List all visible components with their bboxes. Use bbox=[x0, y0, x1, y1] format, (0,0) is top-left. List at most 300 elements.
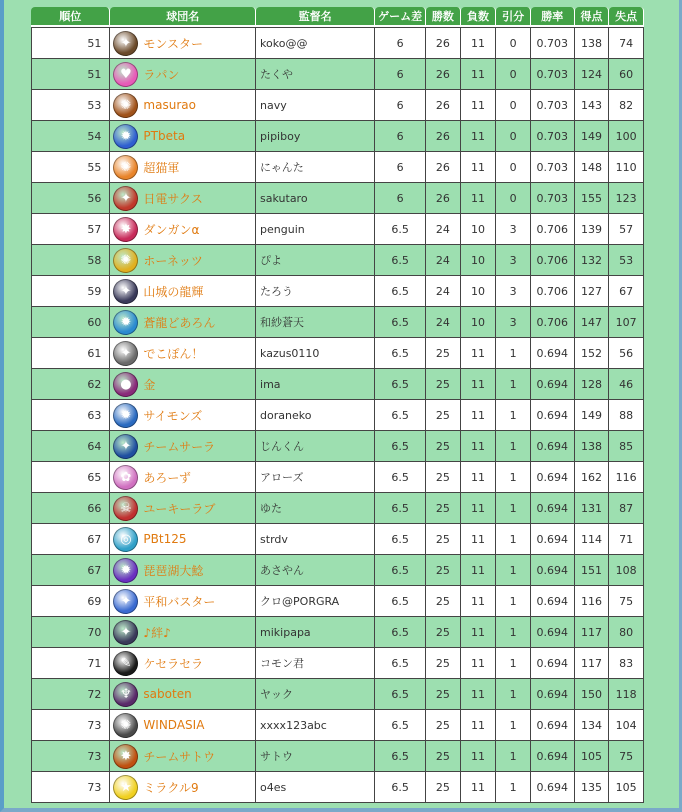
draws-cell: 1 bbox=[496, 679, 531, 710]
wins-cell: 25 bbox=[426, 772, 461, 803]
draws-cell: 3 bbox=[496, 276, 531, 307]
header-draws[interactable]: 引分 bbox=[496, 7, 531, 27]
rank-cell: 61 bbox=[31, 338, 110, 369]
win-pct-cell: 0.694 bbox=[531, 741, 575, 772]
win-pct-cell: 0.694 bbox=[531, 338, 575, 369]
rabbit-emblem-glyph-icon: ♥ bbox=[120, 66, 132, 82]
games-behind-cell: 6.5 bbox=[375, 679, 426, 710]
rank-cell: 51 bbox=[31, 59, 110, 90]
team-name-link[interactable]: ミラクル9 bbox=[143, 780, 199, 795]
team-cell bbox=[110, 524, 256, 555]
runs-scored-cell: 143 bbox=[575, 90, 610, 121]
runs-allowed-cell: 88 bbox=[609, 400, 644, 431]
runs-allowed-cell: 74 bbox=[609, 27, 644, 59]
wins-cell: 25 bbox=[426, 524, 461, 555]
games-behind-cell: 6 bbox=[375, 121, 426, 152]
header-rank[interactable]: 順位 bbox=[31, 7, 110, 27]
runs-scored-cell: 152 bbox=[575, 338, 610, 369]
win-pct-cell: 0.694 bbox=[531, 555, 575, 586]
bond-emblem-glyph-icon: ✦ bbox=[120, 624, 132, 640]
team-name-link[interactable]: ケセラセラ bbox=[143, 656, 204, 671]
cyan-ring-emblem-icon bbox=[113, 527, 138, 552]
losses-cell: 11 bbox=[461, 431, 497, 462]
draws-cell: 1 bbox=[496, 555, 531, 586]
runs-scored-cell: 132 bbox=[575, 245, 610, 276]
runs-scored-cell: 135 bbox=[575, 772, 610, 803]
table-row bbox=[31, 431, 644, 462]
team-name-link[interactable]: ユーキーラブ bbox=[143, 501, 216, 516]
manager-cell: アローズ bbox=[256, 462, 375, 493]
table-row bbox=[31, 462, 644, 493]
table-row bbox=[31, 772, 644, 803]
losses-cell: 10 bbox=[461, 276, 497, 307]
rank-cell: 63 bbox=[31, 400, 110, 431]
rank-cell: 72 bbox=[31, 679, 110, 710]
losses-cell: 11 bbox=[461, 121, 497, 152]
games-behind-cell: 6.5 bbox=[375, 586, 426, 617]
rank-cell: 71 bbox=[31, 648, 110, 679]
table-row bbox=[31, 617, 644, 648]
manager-cell: ヤック bbox=[256, 679, 375, 710]
games-behind-cell: 6.5 bbox=[375, 276, 426, 307]
table-row bbox=[31, 338, 644, 369]
dragon-emblem-glyph-icon: ✦ bbox=[120, 283, 132, 299]
wins-cell: 24 bbox=[426, 214, 461, 245]
team-cell bbox=[110, 276, 256, 307]
losses-cell: 11 bbox=[461, 710, 497, 741]
manager-cell: サトウ bbox=[256, 741, 375, 772]
win-pct-cell: 0.694 bbox=[531, 710, 575, 741]
header-team[interactable]: 球団名 bbox=[110, 7, 256, 27]
manager-cell: たろう bbox=[256, 276, 375, 307]
runs-allowed-cell: 57 bbox=[609, 214, 644, 245]
team-cell bbox=[110, 27, 256, 59]
games-behind-cell: 6.5 bbox=[375, 772, 426, 803]
team-name-link[interactable]: チームサトウ bbox=[143, 749, 216, 764]
team-cell bbox=[110, 617, 256, 648]
games-behind-cell: 6.5 bbox=[375, 648, 426, 679]
robot-emblem-icon bbox=[113, 403, 138, 428]
wins-cell: 25 bbox=[426, 710, 461, 741]
draws-cell: 1 bbox=[496, 462, 531, 493]
games-behind-cell: 6.5 bbox=[375, 710, 426, 741]
winged-emblem-icon bbox=[113, 186, 138, 211]
runs-allowed-cell: 82 bbox=[609, 90, 644, 121]
gold-coin-emblem-glyph-icon: ● bbox=[120, 376, 132, 392]
team-name-link[interactable]: 山城の龍輝 bbox=[143, 284, 204, 299]
losses-cell: 11 bbox=[461, 59, 497, 90]
losses-cell: 11 bbox=[461, 369, 497, 400]
runs-allowed-cell: 110 bbox=[609, 152, 644, 183]
team-name-link[interactable]: 超猫軍 bbox=[143, 160, 180, 175]
team-name-link[interactable]: WINDASIA bbox=[143, 718, 205, 732]
wins-cell: 25 bbox=[426, 555, 461, 586]
table-row bbox=[31, 369, 644, 400]
header-row bbox=[31, 7, 644, 27]
games-behind-cell: 6.5 bbox=[375, 431, 426, 462]
win-pct-cell: 0.706 bbox=[531, 245, 575, 276]
games-behind-cell: 6.5 bbox=[375, 555, 426, 586]
runs-scored-cell: 138 bbox=[575, 431, 610, 462]
draws-cell: 1 bbox=[496, 617, 531, 648]
games-behind-cell: 6.5 bbox=[375, 214, 426, 245]
team-name-link[interactable]: 琵琶湖大鯰 bbox=[143, 563, 204, 578]
monster-emblem-glyph-icon: ✦ bbox=[120, 35, 132, 51]
draws-cell: 1 bbox=[496, 586, 531, 617]
manager-cell: 和紗蒼天 bbox=[256, 307, 375, 338]
shield-emblem-icon bbox=[113, 434, 138, 459]
header-win-pct[interactable]: 勝率 bbox=[531, 7, 575, 27]
gear-emblem-icon bbox=[113, 713, 138, 738]
rank-cell: 59 bbox=[31, 276, 110, 307]
losses-cell: 11 bbox=[461, 617, 497, 648]
cat-emblem-glyph-icon: ✺ bbox=[120, 159, 132, 175]
runs-scored-cell: 149 bbox=[575, 400, 610, 431]
games-behind-cell: 6.5 bbox=[375, 245, 426, 276]
manager-cell: あさやん bbox=[256, 555, 375, 586]
table-row bbox=[31, 555, 644, 586]
team-cell bbox=[110, 90, 256, 121]
flame-emblem-glyph-icon: ✸ bbox=[120, 221, 132, 237]
losses-cell: 11 bbox=[461, 183, 497, 214]
wins-cell: 25 bbox=[426, 679, 461, 710]
table-row bbox=[31, 307, 644, 338]
star-emblem-glyph-icon: ★ bbox=[120, 779, 132, 795]
wins-cell: 25 bbox=[426, 462, 461, 493]
rank-cell: 55 bbox=[31, 152, 110, 183]
draws-cell: 1 bbox=[496, 431, 531, 462]
win-pct-cell: 0.706 bbox=[531, 276, 575, 307]
losses-cell: 11 bbox=[461, 648, 497, 679]
team-cell bbox=[110, 214, 256, 245]
losses-cell: 11 bbox=[461, 586, 497, 617]
win-pct-cell: 0.703 bbox=[531, 183, 575, 214]
blue-gear-emblem-icon bbox=[113, 124, 138, 149]
win-pct-cell: 0.694 bbox=[531, 462, 575, 493]
shield-emblem-glyph-icon: ✦ bbox=[120, 438, 132, 454]
draws-cell: 0 bbox=[496, 183, 531, 214]
win-pct-cell: 0.694 bbox=[531, 617, 575, 648]
draws-cell: 1 bbox=[496, 648, 531, 679]
runs-allowed-cell: 71 bbox=[609, 524, 644, 555]
team-name-link[interactable]: 平和バスター bbox=[143, 594, 216, 609]
rank-cell: 67 bbox=[31, 524, 110, 555]
wins-cell: 24 bbox=[426, 307, 461, 338]
manager-cell: navy bbox=[256, 90, 375, 121]
team-name-link[interactable]: masurao bbox=[143, 98, 196, 112]
blue-dragon-emblem-glyph-icon: ✹ bbox=[120, 314, 132, 330]
runs-scored-cell: 155 bbox=[575, 183, 610, 214]
wins-cell: 25 bbox=[426, 338, 461, 369]
runs-scored-cell: 151 bbox=[575, 555, 610, 586]
games-behind-cell: 6.5 bbox=[375, 617, 426, 648]
star-emblem-icon bbox=[113, 775, 138, 800]
manager-cell: doraneko bbox=[256, 400, 375, 431]
losses-cell: 11 bbox=[461, 27, 497, 59]
team-name-link[interactable]: saboten bbox=[143, 687, 192, 701]
games-behind-cell: 6 bbox=[375, 59, 426, 90]
header-wins[interactable]: 勝数 bbox=[426, 7, 461, 27]
runs-allowed-cell: 56 bbox=[609, 338, 644, 369]
team-name-link[interactable]: ♪絆♪ bbox=[143, 625, 171, 640]
table-row bbox=[31, 214, 644, 245]
draws-cell: 1 bbox=[496, 400, 531, 431]
team-cell bbox=[110, 586, 256, 617]
losses-cell: 11 bbox=[461, 462, 497, 493]
manager-cell: クロ@PORGRA bbox=[256, 586, 375, 617]
team-name-link[interactable]: あろーず bbox=[143, 470, 191, 485]
table-row bbox=[31, 27, 644, 59]
flame-emblem-icon bbox=[113, 217, 138, 242]
manager-cell: kazus0110 bbox=[256, 338, 375, 369]
dragon-emblem-icon bbox=[113, 279, 138, 304]
draws-cell: 1 bbox=[496, 524, 531, 555]
games-behind-cell: 6.5 bbox=[375, 462, 426, 493]
runs-scored-cell: 148 bbox=[575, 152, 610, 183]
losses-cell: 11 bbox=[461, 524, 497, 555]
losses-cell: 11 bbox=[461, 400, 497, 431]
team-cell bbox=[110, 710, 256, 741]
skull-emblem-glyph-icon: ☠ bbox=[120, 500, 132, 516]
team-cell bbox=[110, 648, 256, 679]
team-cell bbox=[110, 431, 256, 462]
losses-cell: 10 bbox=[461, 214, 497, 245]
team-cell bbox=[110, 772, 256, 803]
rank-cell: 65 bbox=[31, 462, 110, 493]
losses-cell: 11 bbox=[461, 555, 497, 586]
skull-emblem-icon bbox=[113, 496, 138, 521]
runs-scored-cell: 117 bbox=[575, 617, 610, 648]
runs-scored-cell: 139 bbox=[575, 214, 610, 245]
runs-scored-cell: 149 bbox=[575, 121, 610, 152]
table-row bbox=[31, 152, 644, 183]
team-name-link[interactable]: 蒼龍どあろん bbox=[143, 315, 216, 330]
header-manager[interactable]: 監督名 bbox=[256, 7, 375, 27]
rabbit-emblem-icon bbox=[113, 62, 138, 87]
wins-cell: 25 bbox=[426, 431, 461, 462]
fire-emblem-icon bbox=[113, 744, 138, 769]
draws-cell: 1 bbox=[496, 369, 531, 400]
rank-cell: 67 bbox=[31, 555, 110, 586]
draws-cell: 0 bbox=[496, 121, 531, 152]
wins-cell: 25 bbox=[426, 493, 461, 524]
runs-allowed-cell: 118 bbox=[609, 679, 644, 710]
team-cell bbox=[110, 307, 256, 338]
win-pct-cell: 0.694 bbox=[531, 493, 575, 524]
catfish-emblem-glyph-icon: ✹ bbox=[120, 562, 132, 578]
games-behind-cell: 6.5 bbox=[375, 741, 426, 772]
losses-cell: 11 bbox=[461, 152, 497, 183]
peace-emblem-glyph-icon: ✦ bbox=[120, 593, 132, 609]
rank-cell: 73 bbox=[31, 772, 110, 803]
team-name-link[interactable]: モンスター bbox=[143, 36, 204, 51]
cyan-ring-emblem-glyph-icon: ◎ bbox=[120, 531, 132, 547]
header-runs-scored[interactable]: 得点 bbox=[575, 7, 610, 27]
team-cell bbox=[110, 493, 256, 524]
win-pct-cell: 0.694 bbox=[531, 772, 575, 803]
games-behind-cell: 6 bbox=[375, 90, 426, 121]
runs-scored-cell: 117 bbox=[575, 648, 610, 679]
team-name-link[interactable]: でこぽん！ bbox=[143, 346, 204, 361]
team-name-link[interactable]: 日電サクス bbox=[143, 191, 203, 206]
table-row bbox=[31, 524, 644, 555]
losses-cell: 11 bbox=[461, 338, 497, 369]
win-pct-cell: 0.694 bbox=[531, 524, 575, 555]
team-cell bbox=[110, 555, 256, 586]
win-pct-cell: 0.694 bbox=[531, 679, 575, 710]
win-pct-cell: 0.706 bbox=[531, 307, 575, 338]
robot-emblem-glyph-icon: ✹ bbox=[120, 407, 132, 423]
draws-cell: 1 bbox=[496, 710, 531, 741]
wins-cell: 26 bbox=[426, 59, 461, 90]
wins-cell: 25 bbox=[426, 648, 461, 679]
win-pct-cell: 0.703 bbox=[531, 27, 575, 59]
header-games-behind[interactable]: ゲーム差 bbox=[375, 7, 426, 27]
rank-cell: 66 bbox=[31, 493, 110, 524]
games-behind-cell: 6.5 bbox=[375, 307, 426, 338]
manager-cell: strdv bbox=[256, 524, 375, 555]
win-pct-cell: 0.694 bbox=[531, 648, 575, 679]
runs-scored-cell: 124 bbox=[575, 59, 610, 90]
team-name-link[interactable]: PTbeta bbox=[143, 129, 186, 143]
gold-coin-emblem-icon bbox=[113, 372, 138, 397]
draws-cell: 3 bbox=[496, 307, 531, 338]
runs-allowed-cell: 100 bbox=[609, 121, 644, 152]
table-row bbox=[31, 493, 644, 524]
runs-allowed-cell: 60 bbox=[609, 59, 644, 90]
games-behind-cell: 6.5 bbox=[375, 493, 426, 524]
team-name-link[interactable]: サイモンズ bbox=[143, 408, 203, 423]
team-name-link[interactable]: ダンガンα bbox=[143, 222, 200, 237]
manager-cell: pipiboy bbox=[256, 121, 375, 152]
losses-cell: 10 bbox=[461, 307, 497, 338]
manager-cell: じんくん bbox=[256, 431, 375, 462]
wins-cell: 24 bbox=[426, 245, 461, 276]
draws-cell: 0 bbox=[496, 59, 531, 90]
games-behind-cell: 6.5 bbox=[375, 524, 426, 555]
table-row bbox=[31, 183, 644, 214]
manager-cell: koko@@ bbox=[256, 27, 375, 59]
runs-allowed-cell: 67 bbox=[609, 276, 644, 307]
draws-cell: 3 bbox=[496, 245, 531, 276]
manager-cell: ぴよ bbox=[256, 245, 375, 276]
team-cell bbox=[110, 741, 256, 772]
manager-cell: ima bbox=[256, 369, 375, 400]
win-pct-cell: 0.703 bbox=[531, 152, 575, 183]
rank-cell: 60 bbox=[31, 307, 110, 338]
blue-gear-emblem-glyph-icon: ✹ bbox=[120, 128, 132, 144]
team-cell bbox=[110, 59, 256, 90]
team-name-link[interactable]: ラパン bbox=[143, 67, 180, 82]
wins-cell: 26 bbox=[426, 27, 461, 59]
monster-emblem-icon bbox=[113, 31, 138, 56]
runs-allowed-cell: 123 bbox=[609, 183, 644, 214]
rank-cell: 64 bbox=[31, 431, 110, 462]
table-row bbox=[31, 648, 644, 679]
wins-cell: 26 bbox=[426, 90, 461, 121]
runs-scored-cell: 138 bbox=[575, 27, 610, 59]
rank-cell: 58 bbox=[31, 245, 110, 276]
rank-cell: 73 bbox=[31, 741, 110, 772]
win-pct-cell: 0.694 bbox=[531, 586, 575, 617]
runs-scored-cell: 128 bbox=[575, 369, 610, 400]
table-row bbox=[31, 400, 644, 431]
draws-cell: 1 bbox=[496, 741, 531, 772]
win-pct-cell: 0.694 bbox=[531, 400, 575, 431]
draws-cell: 1 bbox=[496, 772, 531, 803]
cactus-emblem-icon bbox=[113, 682, 138, 707]
wins-cell: 25 bbox=[426, 586, 461, 617]
manager-cell: sakutaro bbox=[256, 183, 375, 214]
team-name-link[interactable]: ホーネッツ bbox=[143, 253, 203, 268]
win-pct-cell: 0.694 bbox=[531, 431, 575, 462]
runs-allowed-cell: 87 bbox=[609, 493, 644, 524]
table-row bbox=[31, 121, 644, 152]
blue-dragon-emblem-icon bbox=[113, 310, 138, 335]
rank-cell: 56 bbox=[31, 183, 110, 214]
team-cell bbox=[110, 245, 256, 276]
team-name-link[interactable]: チームサーラ bbox=[143, 439, 216, 454]
gray-crest-emblem-icon bbox=[113, 341, 138, 366]
runs-allowed-cell: 75 bbox=[609, 741, 644, 772]
manager-cell: コモン君 bbox=[256, 648, 375, 679]
team-cell bbox=[110, 338, 256, 369]
cactus-emblem-glyph-icon: ♆ bbox=[120, 686, 132, 702]
draws-cell: 1 bbox=[496, 338, 531, 369]
win-pct-cell: 0.703 bbox=[531, 59, 575, 90]
team-name-link[interactable]: 金 bbox=[143, 377, 156, 392]
table-row bbox=[31, 59, 644, 90]
black-orb-emblem-icon bbox=[113, 651, 138, 676]
wins-cell: 26 bbox=[426, 121, 461, 152]
wins-cell: 25 bbox=[426, 400, 461, 431]
manager-cell: たくや bbox=[256, 59, 375, 90]
wins-cell: 26 bbox=[426, 183, 461, 214]
wins-cell: 25 bbox=[426, 617, 461, 648]
team-cell bbox=[110, 369, 256, 400]
runs-scored-cell: 131 bbox=[575, 493, 610, 524]
runs-allowed-cell: 46 bbox=[609, 369, 644, 400]
table-row bbox=[31, 245, 644, 276]
gray-crest-emblem-glyph-icon: ✦ bbox=[120, 345, 132, 361]
draws-cell: 3 bbox=[496, 214, 531, 245]
draws-cell: 0 bbox=[496, 152, 531, 183]
header-losses[interactable]: 負数 bbox=[461, 7, 497, 27]
losses-cell: 11 bbox=[461, 772, 497, 803]
runs-allowed-cell: 116 bbox=[609, 462, 644, 493]
runs-allowed-cell: 75 bbox=[609, 586, 644, 617]
header-runs-allowed[interactable]: 失点 bbox=[609, 7, 644, 27]
runs-scored-cell: 147 bbox=[575, 307, 610, 338]
win-pct-cell: 0.703 bbox=[531, 90, 575, 121]
runs-scored-cell: 127 bbox=[575, 276, 610, 307]
wins-cell: 24 bbox=[426, 276, 461, 307]
team-name-link[interactable]: PBt125 bbox=[143, 532, 187, 546]
losses-cell: 11 bbox=[461, 679, 497, 710]
manager-cell: penguin bbox=[256, 214, 375, 245]
runs-allowed-cell: 105 bbox=[609, 772, 644, 803]
arrows-emblem-glyph-icon: ✿ bbox=[120, 469, 132, 485]
fire-emblem-glyph-icon: ✸ bbox=[120, 748, 132, 764]
win-pct-cell: 0.694 bbox=[531, 369, 575, 400]
losses-cell: 11 bbox=[461, 741, 497, 772]
draws-cell: 0 bbox=[496, 90, 531, 121]
table-row bbox=[31, 586, 644, 617]
cat-emblem-icon bbox=[113, 155, 138, 180]
team-cell bbox=[110, 462, 256, 493]
runs-allowed-cell: 108 bbox=[609, 555, 644, 586]
bond-emblem-icon bbox=[113, 620, 138, 645]
